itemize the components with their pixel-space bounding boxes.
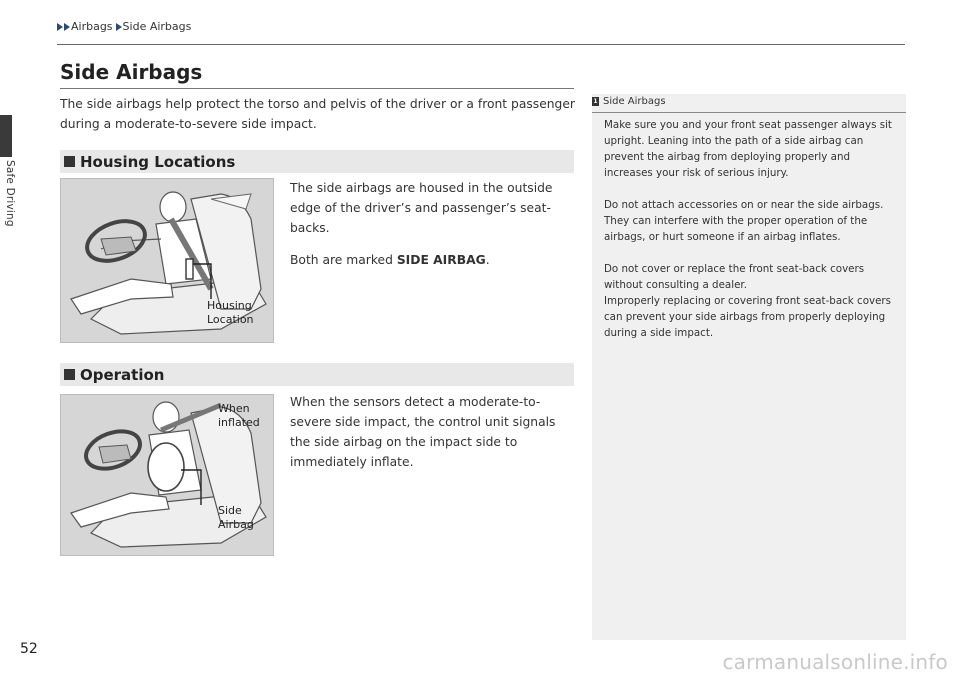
callout-side-airbag (218, 504, 254, 532)
housing-description (290, 178, 575, 282)
page-title: Side Airbags (60, 60, 203, 84)
callout-line: When (218, 402, 250, 415)
section-square-icon (64, 156, 75, 167)
breadcrumb-arrow-icon (64, 23, 70, 31)
note-reference-icon: 1 (593, 98, 598, 105)
page-number: 52 (20, 641, 38, 657)
chapter-tab-label: Safe Driving (4, 160, 16, 227)
title-divider (60, 88, 574, 89)
callout-line: Side (218, 504, 242, 517)
section-header-operation (60, 363, 574, 386)
callout-line: Location (207, 313, 254, 326)
callout-line: Housing (207, 299, 252, 312)
sidebar-paragraph-3 (604, 261, 900, 341)
sidebar-header (592, 94, 906, 113)
housing-paragraph-1: The side airbags are housed in the outside edge of the driver’s and passenger’s seat-backs. (290, 181, 553, 235)
callout-housing-location (207, 299, 254, 327)
sidebar-paragraph-3a: Do not cover or replace the front seat-back covers without consulting a dealer. (604, 263, 865, 291)
breadcrumb-item-side-airbags[interactable]: Side Airbags (122, 20, 192, 33)
operation-paragraph: When the sensors detect a moderate-to-severe side impact, the control unit signals the side airbag on the impact side to immediately inflate. (290, 395, 556, 469)
chapter-tab-marker (0, 115, 12, 157)
airbag-marking-label: SIDE AIRBAG (396, 253, 486, 267)
sidebar-paragraph-3b: Improperly replacing or covering front seat-back covers can prevent your side airbags from properly deploying during a side impact. (604, 295, 892, 339)
header-divider (57, 44, 905, 45)
housing-paragraph-2 (290, 250, 575, 270)
watermark: carmanualsonline.info (722, 650, 948, 674)
intro-paragraph: The side airbags help protect the torso and pelvis of the driver or a front passenger during a moderate-to-severe side impact. (60, 97, 575, 131)
callout-line: Airbag (218, 518, 254, 531)
sidebar-title: Side Airbags (603, 96, 666, 107)
section-header-housing-locations (60, 150, 574, 173)
breadcrumb-arrow-icon (116, 23, 122, 31)
sidebar-body (604, 117, 900, 357)
breadcrumb (57, 20, 194, 33)
sidebar-paragraph-1: Make sure you and your front seat passenger always sit upright. Leaning into the path of a side airbag can prevent the airbag from deploying properly and increases your risk of serious injury. (604, 119, 892, 179)
sidebar-note (592, 94, 906, 640)
breadcrumb-item-airbags[interactable]: Airbags (71, 20, 113, 33)
operation-description (290, 392, 575, 484)
callout-line: inflated (218, 416, 260, 429)
section-title: Housing Locations (80, 152, 236, 171)
section-title: Operation (80, 365, 165, 384)
sidebar-paragraph-2: Do not attach accessories on or near the side airbags. They can interfere with the proper operation of the airbags, or hurt someone if an airbag inflates. (604, 199, 884, 243)
breadcrumb-arrow-icon (57, 23, 63, 31)
callout-when-inflated (218, 402, 260, 430)
text-span: . (485, 253, 490, 267)
section-square-icon (64, 369, 75, 380)
text-span: Both are marked (290, 253, 397, 267)
